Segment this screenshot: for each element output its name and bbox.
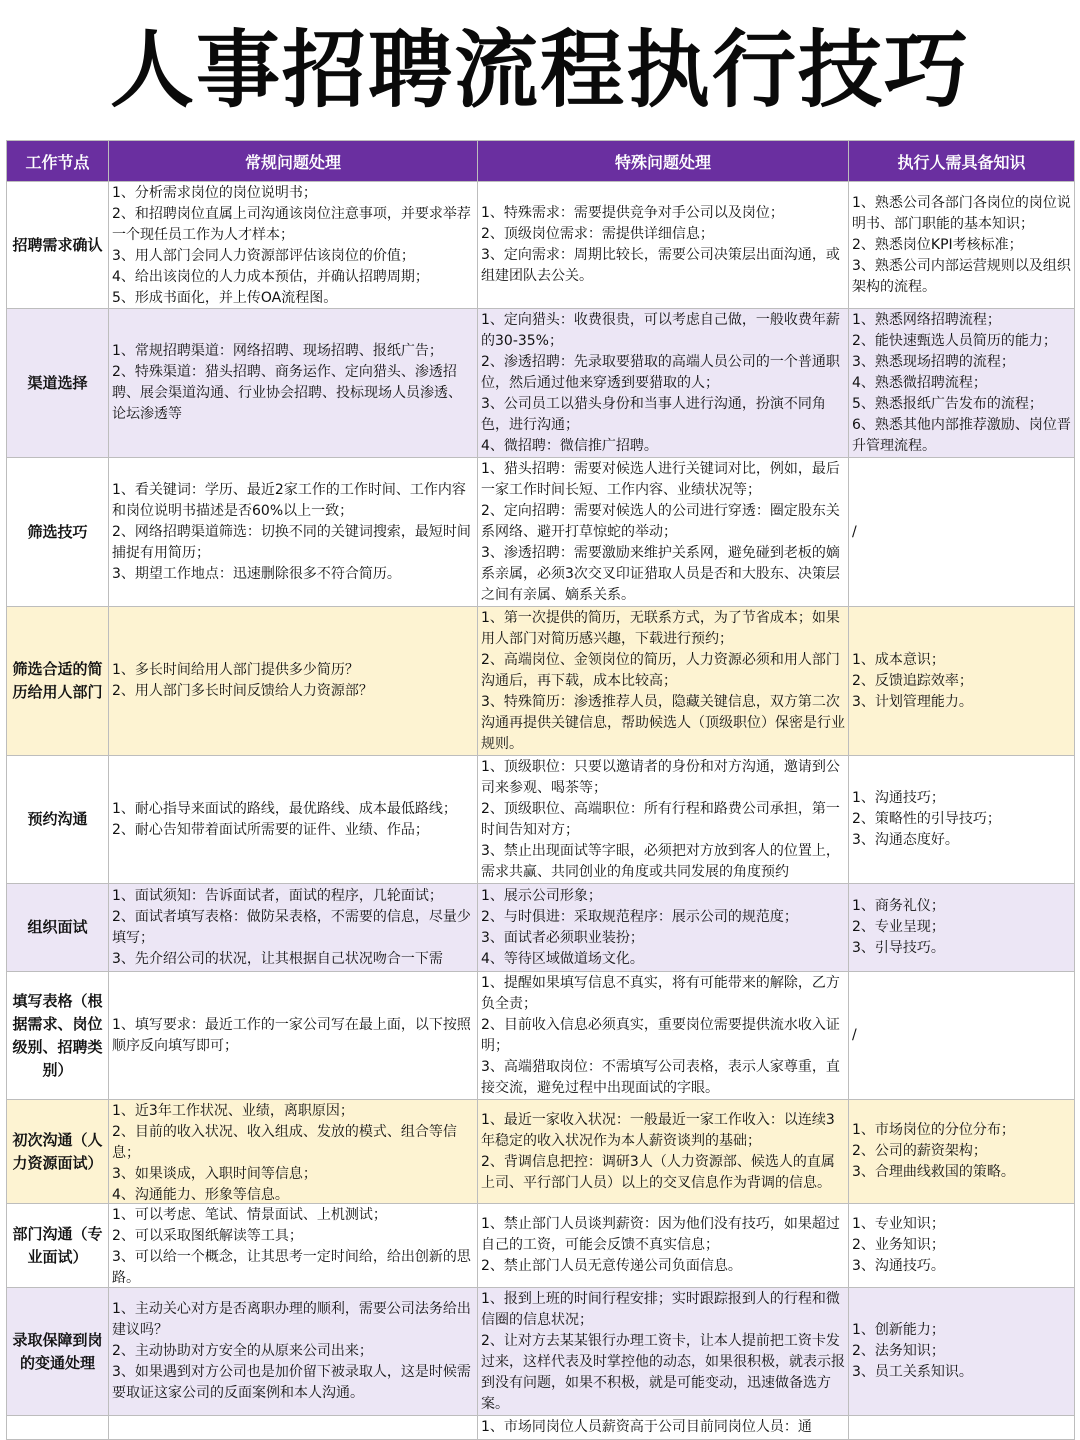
regular-line: 2、和招聘岗位直属上司沟通该岗位注意事项，并要求举荐一个现任员工作为人才样本； <box>112 206 471 243</box>
work-node-cell: 筛选合适的简历给用人部门 <box>7 607 109 756</box>
special-line: 3、定向需求：周期比较长，需要公司决策层出面沟通，或组建团队去公关。 <box>481 247 840 284</box>
special-line: 2、与时俱进：采取规范程序：展示公司的规范度； <box>481 908 798 925</box>
knowledge-line: 4、熟悉微招聘流程； <box>852 375 987 391</box>
knowledge-cell <box>849 1100 1075 1204</box>
regular-line: 3、期望工作地点：迅速删除很多不符合简历。 <box>112 565 401 582</box>
special-line: 3、公司员工以猎头身份和当事人进行沟通，扮演不同角色，进行沟通； <box>481 396 826 433</box>
regular-line: 3、可以给一个概念，让其思考一定时间给，给出创新的思路。 <box>112 1249 471 1286</box>
work-node-cell: 填写表格（根据需求、岗位级别、招聘类别） <box>7 972 109 1100</box>
knowledge-line: 2、法务知识； <box>852 1343 945 1359</box>
regular-cell <box>109 1204 478 1288</box>
regular-line: 2、可以采取图纸解读等工具； <box>112 1228 303 1244</box>
regular-line: 1、看关键词：学历、最近2家工作的工作时间、工作内容和岗位说明书描述是否60%以上一致； <box>112 481 466 519</box>
table-row <box>7 607 1075 756</box>
special-line: 4、等待区域做道场文化。 <box>481 950 644 967</box>
knowledge-line: 6、熟悉其他内部推荐激励、岗位晋升管理流程。 <box>852 417 1071 454</box>
knowledge-line: 1、成本意识； <box>852 651 945 668</box>
knowledge-cell <box>849 756 1075 884</box>
table-row <box>7 1100 1075 1204</box>
special-line: 1、定向猎头：收费很贵，可以考虑自己做，一般收费年薪的30-35%； <box>481 312 840 349</box>
work-node-cell: 初次沟通（人力资源面试） <box>7 1100 109 1204</box>
regular-line: 3、如果遇到对方公司也是加价留下被录取人，这是时候需要取证这家公司的反面案例和本人沟通。 <box>112 1364 471 1401</box>
special-line: 2、让对方去某某银行办理工资卡，让本人提前把工资卡发过来，这样代表及时掌控他的动态，如果很积极，就表示报到没有问题，如果不积极，就是可能变动，迅速做备选方案。 <box>481 1333 845 1412</box>
knowledge-cell <box>849 458 1075 607</box>
regular-line: 2、面试者填写表格：做防呆表格，不需要的信息，尽量少填写； <box>112 908 471 946</box>
special-line: 3、渗透招聘：需要激励来维护关系网，避免碰到老板的嫡系亲属，必须3次交叉印证猎取人员是否和大股东、决策层之间有亲属、嫡系关系。 <box>481 545 840 603</box>
special-line: 1、猎头招聘：需要对候选人进行关键词对比，例如，最后一家工作时间长短、工作内容、业绩状况等； <box>481 461 840 498</box>
knowledge-cell <box>849 884 1075 972</box>
table-body <box>7 182 1075 1440</box>
table-row <box>7 1288 1075 1416</box>
knowledge-line: 1、熟悉公司各部门各岗位的岗位说明书、部门职能的基本知识； <box>852 194 1071 232</box>
special-line: 3、特殊简历：渗透推荐人员，隐藏关键信息，双方第二次沟通再提供关键信息，帮助候选人（顶级职位）保密是行业规则。 <box>481 694 845 752</box>
knowledge-line: 1、熟悉网络招聘流程； <box>852 312 1001 328</box>
knowledge-cell <box>849 309 1075 458</box>
special-line: 1、最近一家收入状况：一般最近一家工作收入：以连续3年稳定的收入状况作为本人薪资谈判的基础； <box>481 1111 835 1149</box>
regular-cell <box>109 1100 478 1204</box>
regular-line: 1、填写要求：最近工作的一家公司写在最上面，以下按照顺序反向填写即可； <box>112 1016 471 1054</box>
work-node-cell: 筛选技巧 <box>7 458 109 607</box>
regular-line: 1、主动关心对方是否离职办理的顺利，需要公司法务给出建议吗？ <box>112 1301 471 1338</box>
knowledge-line: 3、沟通技巧。 <box>852 1258 945 1274</box>
table-row <box>7 884 1075 972</box>
regular-line: 1、面试须知：告诉面试者，面试的程序，几轮面试； <box>112 887 443 904</box>
knowledge-line: 3、熟悉现场招聘的流程； <box>852 354 1015 370</box>
knowledge-line: 1、创新能力； <box>852 1322 945 1338</box>
special-cell <box>478 884 849 972</box>
work-node-cell: 录取保障到岗的变通处理 <box>7 1288 109 1416</box>
regular-line: 2、网络招聘渠道筛选：切换不同的关键词搜索，最短时间捕捉有用简历； <box>112 523 471 561</box>
special-line: 1、第一次提供的简历，无联系方式，为了节省成本；如果用人部门对简历感兴趣，下载进行预约； <box>481 610 840 647</box>
regular-line: 1、耐心指导来面试的路线，最优路线、成本最低路线； <box>112 800 457 817</box>
special-line: 1、提醒如果填写信息不真实，将有可能带来的解除，乙方负全责； <box>481 975 840 1012</box>
work-node-cell <box>7 1416 109 1440</box>
special-line: 1、顶级职位：只要以邀请者的身份和对方沟通，邀请到公司来参观、喝茶等； <box>481 759 840 796</box>
regular-line: 2、用人部门多长时间反馈给人力资源部？ <box>112 683 373 699</box>
work-node-cell: 渠道选择 <box>7 309 109 458</box>
special-line: 1、展示公司形象； <box>481 887 602 904</box>
regular-line: 2、主动协助对方安全的从原来公司出来； <box>112 1343 373 1359</box>
special-line: 3、高端猎取岗位：不需填写公司表格，表示人家尊重，直接交流，避免过程中出现面试的字眼。 <box>481 1059 840 1096</box>
header-regular: 常规问题处理 <box>109 141 478 182</box>
work-node-cell: 部门沟通（专业面试） <box>7 1204 109 1288</box>
special-line: 3、禁止出现面试等字眼，必须把对方放到客人的位置上，需求共赢、共同创业的角度或共同发展的角度预约 <box>481 843 840 880</box>
special-line: 4、微招聘：微信推广招聘。 <box>481 438 658 454</box>
special-cell <box>478 309 849 458</box>
knowledge-line: 2、策略性的引导技巧； <box>852 811 1001 827</box>
regular-line: 1、常规招聘渠道：网络招聘、现场招聘、报纸广告； <box>112 343 443 359</box>
knowledge-line: 1、沟通技巧； <box>852 790 945 806</box>
regular-cell <box>109 607 478 756</box>
table-row <box>7 972 1075 1100</box>
regular-line: 3、用人部门会同人力资源部评估该岗位的价值； <box>112 248 415 264</box>
knowledge-line: / <box>852 523 857 540</box>
special-line: 3、面试者必须职业装扮； <box>481 929 644 946</box>
knowledge-line: 3、员工关系知识。 <box>852 1364 973 1380</box>
regular-cell <box>109 1288 478 1416</box>
regular-line: 4、沟通能力、形象等信息。 <box>112 1187 289 1202</box>
knowledge-line: 2、反馈追踪效率； <box>852 672 973 689</box>
work-node-cell: 招聘需求确认 <box>7 182 109 309</box>
knowledge-line: 3、沟通态度好。 <box>852 832 959 848</box>
table-row <box>7 458 1075 607</box>
regular-line: 2、目前的收入状况、收入组成、发放的模式、组合等信息； <box>112 1124 457 1161</box>
header-knowledge: 执行人需具备知识 <box>849 141 1075 182</box>
regular-line: 2、特殊渠道：猎头招聘、商务运作、定向猎头、渗透招聘、展会渠道沟通、行业协会招聘、投标现场人员渗透、论坛渗透等 <box>112 364 462 422</box>
regular-line: 1、分析需求岗位的岗位说明书； <box>112 185 317 201</box>
special-line: 2、禁止部门人员无意传递公司负面信息。 <box>481 1258 742 1274</box>
knowledge-line: 2、公司的薪资架构； <box>852 1143 987 1159</box>
knowledge-cell <box>849 1416 1075 1440</box>
special-line: 2、顶级职位、高端职位：所有行程和路费公司承担，第一时间告知对方； <box>481 801 840 838</box>
special-line: 1、报到上班的时间行程安排；实时跟踪报到人的行程和微信圈的信息状况； <box>481 1291 840 1328</box>
work-node-cell: 预约沟通 <box>7 756 109 884</box>
knowledge-line: 2、能快速甄选人员简历的能力； <box>852 333 1057 349</box>
special-cell <box>478 1100 849 1204</box>
table-row <box>7 1416 1075 1440</box>
knowledge-cell <box>849 182 1075 309</box>
special-line: 2、背调信息把控：调研3人（人力资源部、候选人的直属上司、平行部门人员）以上的交叉信息作为背调的信息。 <box>481 1153 835 1191</box>
regular-cell <box>109 756 478 884</box>
regular-cell <box>109 1416 478 1440</box>
table-row <box>7 309 1075 458</box>
special-line: 1、市场同岗位人员薪资高于公司目前同岗位人员：通 <box>481 1419 812 1435</box>
regular-cell <box>109 182 478 309</box>
special-cell <box>478 756 849 884</box>
knowledge-line: 3、合理曲线救国的策略。 <box>852 1164 1015 1180</box>
regular-line: 3、先介绍公司的状况，让其根据自己状况吻合一下需 <box>112 950 443 967</box>
knowledge-line: 1、商务礼仪； <box>852 898 945 914</box>
header-node: 工作节点 <box>7 141 109 182</box>
header-special: 特殊问题处理 <box>478 141 849 182</box>
special-cell <box>478 458 849 607</box>
recruitment-table <box>6 140 1075 1440</box>
knowledge-line: 2、专业呈现； <box>852 919 945 935</box>
regular-cell <box>109 458 478 607</box>
regular-line: 4、给出该岗位的人力成本预估，并确认招聘周期； <box>112 269 429 285</box>
knowledge-cell <box>849 1204 1075 1288</box>
special-cell <box>478 1416 849 1440</box>
regular-cell <box>109 972 478 1100</box>
special-cell <box>478 1288 849 1416</box>
work-node-cell: 组织面试 <box>7 884 109 972</box>
special-line: 2、渗透招聘：先录取要猎取的高端人员公司的一个普通职位，然后通过他来穿透到要猎取的人； <box>481 354 840 391</box>
knowledge-line: 3、计划管理能力。 <box>852 693 973 710</box>
special-cell <box>478 972 849 1100</box>
page-title: 人事招聘流程执行技巧 <box>109 21 970 119</box>
knowledge-line: 3、引导技巧。 <box>852 940 945 956</box>
table-header-row <box>7 141 1075 182</box>
regular-line: 1、多长时间给用人部门提供多少简历？ <box>112 662 359 678</box>
regular-line: 2、耐心告知带着面试所需要的证件、业绩、作品； <box>112 821 429 838</box>
table-row <box>7 756 1075 884</box>
special-line: 2、高端岗位、金领岗位的简历，人力资源必须和用人部门沟通后，再下载，成本比较高； <box>481 652 840 689</box>
special-line: 1、禁止部门人员谈判薪资：因为他们没有技巧，如果超过自己的工资，可能会反馈不真实信息； <box>481 1216 840 1253</box>
regular-line: 5、形成书面化，并上传OA流程图。 <box>112 290 338 306</box>
knowledge-line: 2、熟悉岗位KPI考核标准； <box>852 236 1023 253</box>
special-cell <box>478 607 849 756</box>
regular-line: 1、可以考虑、笔试、情景面试、上机测试； <box>112 1207 387 1223</box>
special-line: 2、顶级岗位需求：需提供详细信息； <box>481 226 714 242</box>
knowledge-line: 1、市场岗位的分位分布； <box>852 1122 1015 1138</box>
table-row <box>7 182 1075 309</box>
knowledge-cell <box>849 1288 1075 1416</box>
special-cell <box>478 1204 849 1288</box>
special-cell <box>478 182 849 309</box>
regular-cell <box>109 309 478 458</box>
regular-line: 3、如果谈成，入职时间等信息； <box>112 1166 317 1182</box>
special-line: 2、目前收入信息必须真实，重要岗位需要提供流水收入证明； <box>481 1017 840 1054</box>
table-row <box>7 1204 1075 1288</box>
knowledge-line: 5、熟悉报纸广告发布的流程； <box>852 396 1043 412</box>
knowledge-cell <box>849 972 1075 1100</box>
knowledge-cell <box>849 607 1075 756</box>
knowledge-line: 2、业务知识； <box>852 1237 945 1253</box>
knowledge-line: 3、熟悉公司内部运营规则以及组织架构的流程。 <box>852 257 1071 295</box>
regular-cell <box>109 884 478 972</box>
knowledge-line: 1、专业知识； <box>852 1216 945 1232</box>
special-line: 1、特殊需求：需要提供竞争对手公司以及岗位； <box>481 205 784 221</box>
special-line: 2、定向招聘：需要对候选人的公司进行穿透：圈定股东关系网络、避开打草惊蛇的举动； <box>481 503 840 540</box>
regular-line: 1、近3年工作状况、业绩，离职原因； <box>112 1103 354 1119</box>
knowledge-line: / <box>852 1027 857 1043</box>
